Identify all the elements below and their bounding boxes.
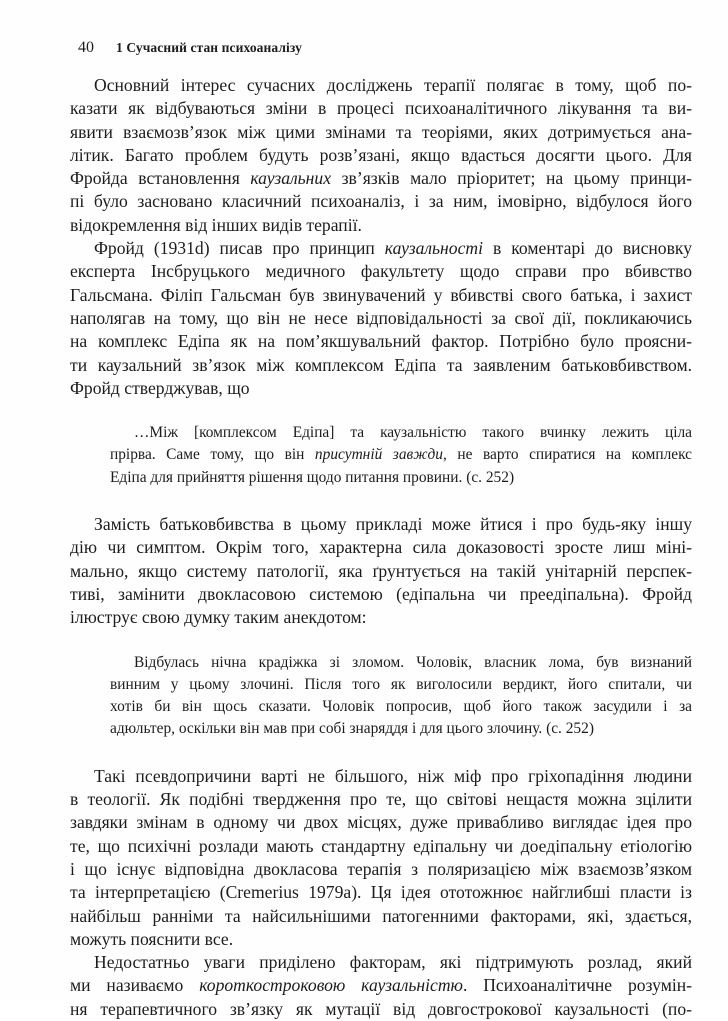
text-line: можуть пояснити все. — [70, 928, 234, 949]
emphasis: короткостроковою каузальністю — [199, 975, 463, 996]
text-line: відокремлення від інших видів терапії. — [70, 214, 362, 235]
spacer — [70, 630, 692, 652]
text-line: дію чи симптом. Окрім того, характерна сила доказовості зросте лиш міні- — [70, 537, 692, 558]
text-line: літик. Багато проблем будуть розв’язані, якщо вдасться досягти цього. Для — [70, 144, 692, 165]
text-line: Недостатньо уваги приділено факторам, які підтримують розлад, який — [94, 952, 692, 973]
spacer — [70, 741, 692, 765]
emphasis: каузальності — [384, 238, 483, 259]
text-line: пі було засновано класичний психоаналіз, і за ним, імовірно, відбулося його — [70, 191, 692, 212]
text-line: в теології. Як подібні твердження про те, що світові нещастя можна зцілити — [70, 789, 692, 810]
text-line: мально, якщо систему патології, яка ґрунтується на такій унітарній перспек- — [70, 560, 692, 581]
text-line: Фройд стверджував, що — [70, 377, 250, 398]
paragraph — [70, 237, 692, 400]
text-line: ти каузальний зв’язок між комплексом Едіпа та заявленим батьковбивством. — [70, 354, 692, 375]
text-line: явити взаємозв’язок між цими змінами та теоріями, яких дотримується ана- — [70, 121, 692, 142]
text-line: винним у цьому злочині. Після того як виголосили вердикт, його спитали, чи — [110, 675, 692, 693]
text-line: та інтерпретацією (Cremerius 1979a). Ця ідея ототожнює найглибші пласти із — [70, 882, 692, 903]
text-line: хотів би він щось сказати. Чоловік попросив, щоб його також засудили і за — [110, 698, 692, 716]
running-head — [78, 38, 302, 58]
text-line: наполягав на тому, що він не несе відповідальності за свої дії, покликаючись — [70, 307, 692, 328]
text-line: найбільш ранніми та найсильнішими патогенними факторами, які, здається, — [70, 905, 692, 926]
text-line: Фройда встановлення каузальних зв’язків мало пріоритет; на цьому принци- — [70, 168, 692, 189]
text-line: прірва. Саме тому, що він присутній завжди, не варто спиратися на комплекс — [110, 446, 693, 464]
text-line: Відбулась нічна крадіжка зі зломом. Чоловік, власник лома, був визнаний — [134, 653, 692, 671]
text-line: ня терапевтичного зв’язку як мутації від довгострокової каузальності (по- — [70, 998, 692, 1019]
text-line: ілюструє свою думку таким анекдотом: — [70, 607, 367, 628]
text-line: Едіпа для прийняття рішення щодо питання провини. (с. 252) — [110, 468, 515, 486]
text-line: Фройд (1931d) писав про принцип каузальності в коментарі до висновку — [94, 238, 693, 259]
text-line: Основний інтерес сучасних досліджень терапії полягає в тому, щоб по- — [94, 75, 692, 95]
chapter-title: 1 Сучасний стан психоаналізу — [116, 40, 302, 55]
block-quote — [70, 652, 692, 741]
spacer — [70, 400, 692, 422]
text-line: Гальсмана. Філіп Гальсман був звинувачений у вбивстві свого батька, і захист — [70, 284, 692, 305]
page-number: 40 — [78, 39, 94, 56]
text-line: …Між [комплексом Едіпа] та каузальністю такого вчинку лежить ціла — [134, 424, 692, 442]
text-line: адюльтер, оскільки він мав при собі знаряддя і для цього злочину. (с. 252) — [110, 720, 594, 738]
block-quote — [70, 422, 692, 489]
text-line: Такі псевдопричини варті не більшого, ніж міф про гріхопадіння людини — [94, 765, 692, 786]
paragraph — [70, 765, 692, 951]
paragraph — [70, 74, 692, 237]
paragraph — [70, 513, 692, 629]
text-line: і що існує відповідна двокласова терапія з поляризацією між взаємозв’язком — [70, 858, 692, 879]
spacer — [70, 489, 692, 513]
text-line: те, що психічні розлади мають стандартну едіпальну чи доедіпальну етіологію — [70, 835, 692, 856]
emphasis: присутній завжди — [314, 446, 443, 464]
text-line: Замість батьковбивства в цьому прикладі може йтися і про будь-яку іншу — [94, 514, 692, 535]
emphasis: каузальних — [250, 168, 331, 189]
paragraph — [70, 951, 692, 1021]
text-line: тиві, замінити двокласовою системою (едіпальна чи преедіпальна). Фройд — [70, 583, 692, 604]
text-line: ми називаємо короткостроковою каузальністю. Психоаналітичне розумін- — [70, 975, 692, 996]
text-line: завдяки змінам в одному чи двох місцях, дуже привабливо виглядає ідея про — [70, 812, 692, 833]
text-line: на комплекс Едіпа як на пом’якшувальний фактор. Потрібно було проясни- — [70, 331, 692, 352]
body-text — [70, 74, 692, 1021]
text-line: казати як відбуваються зміни в процесі психоаналітичного лікування та ви- — [70, 98, 692, 119]
text-line: експерта Інсбруцького медичного факультету щодо справи про вбивство — [70, 261, 692, 282]
